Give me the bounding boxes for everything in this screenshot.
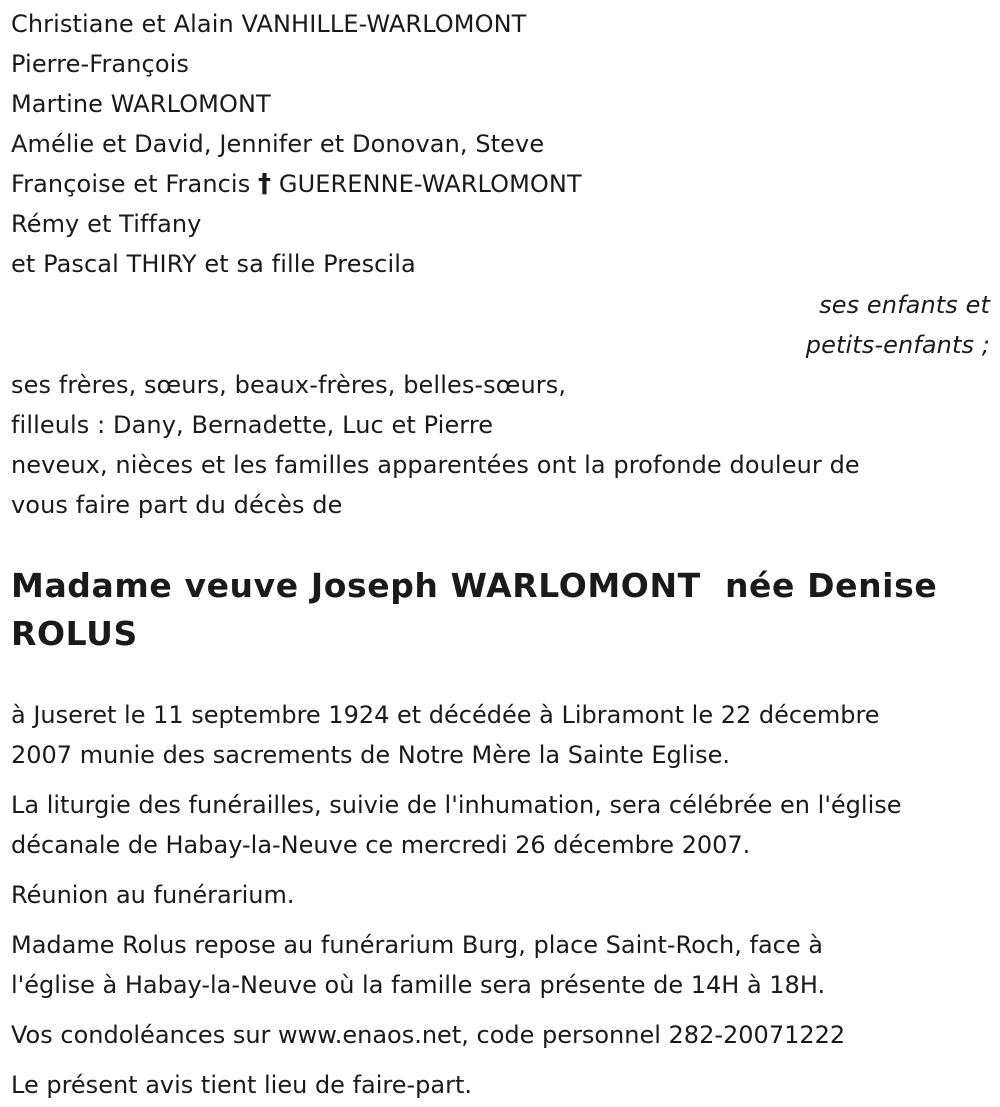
caption-line: ses enfants et — [819, 291, 990, 319]
condolences-paragraph — [11, 1015, 990, 1055]
relatives-line: neveux, nièces et les familles apparentées ont la profonde douleur de — [11, 451, 860, 479]
paragraph-line: La liturgie des funérailles, suivie de l'inhumation, sera célébrée en l'église — [11, 791, 902, 819]
details — [11, 695, 990, 1105]
family-line: et Pascal THIRY et sa fille Prescila — [11, 250, 416, 278]
relatives-line: ses frères, sœurs, beaux-frères, belles-sœurs, — [11, 371, 567, 399]
caption-line: petits-enfants ; — [805, 331, 990, 359]
family-line: Amélie et David, Jennifer et Donovan, Steve — [11, 130, 545, 158]
family-line-text: Françoise et Francis — [11, 170, 259, 198]
family-line-with-cross — [11, 164, 990, 204]
paragraph-line: Madame Rolus repose au funérarium Burg, place Saint-Roch, face à — [11, 931, 823, 959]
relatives-line: filleuls : Dany, Bernadette, Luc et Pierre — [11, 411, 494, 439]
deceased-name-line: Madame veuve Joseph WARLOMONT née Denise — [11, 566, 938, 605]
relatives-line: vous faire part du décès de — [11, 491, 343, 519]
detail-paragraph — [11, 695, 990, 775]
detail-paragraph — [11, 1065, 990, 1105]
detail-paragraph — [11, 785, 990, 865]
family-line: Christiane et Alain VANHILLE-WARLOMONT — [11, 10, 527, 38]
paragraph-line: 2007 munie des sacrements de Notre Mère la Sainte Eglise. — [11, 741, 730, 769]
family-line: Pierre-François — [11, 50, 189, 78]
paragraph-line: à Juseret le 11 septembre 1924 et décédée à Libramont le 22 décembre — [11, 701, 880, 729]
family-line: Martine WARLOMONT — [11, 90, 271, 118]
paragraph-line: l'église à Habay-la-Neuve où la famille sera présente de 14H à 18H. — [11, 971, 826, 999]
paragraph-line: Le présent avis tient lieu de faire-part. — [11, 1071, 473, 1099]
relatives-list — [11, 365, 990, 525]
family-line: Rémy et Tiffany — [11, 210, 202, 238]
paragraph-line: Vos condoléances sur www.enaos.net, code personnel 282-20071222 — [11, 1021, 846, 1049]
detail-paragraph — [11, 925, 990, 1005]
detail-paragraph — [11, 875, 990, 915]
deceased-name-line: ROLUS — [11, 614, 138, 653]
family-line-text: GUERENNE-WARLOMONT — [271, 170, 582, 198]
paragraph-line: décanale de Habay-la-Neuve ce mercredi 26 décembre 2007. — [11, 831, 751, 859]
deceased-name — [11, 562, 990, 658]
children-caption — [11, 285, 990, 365]
family-list — [11, 4, 990, 284]
paragraph-line: Réunion au funérarium. — [11, 881, 295, 909]
cross-icon: † — [258, 169, 272, 199]
